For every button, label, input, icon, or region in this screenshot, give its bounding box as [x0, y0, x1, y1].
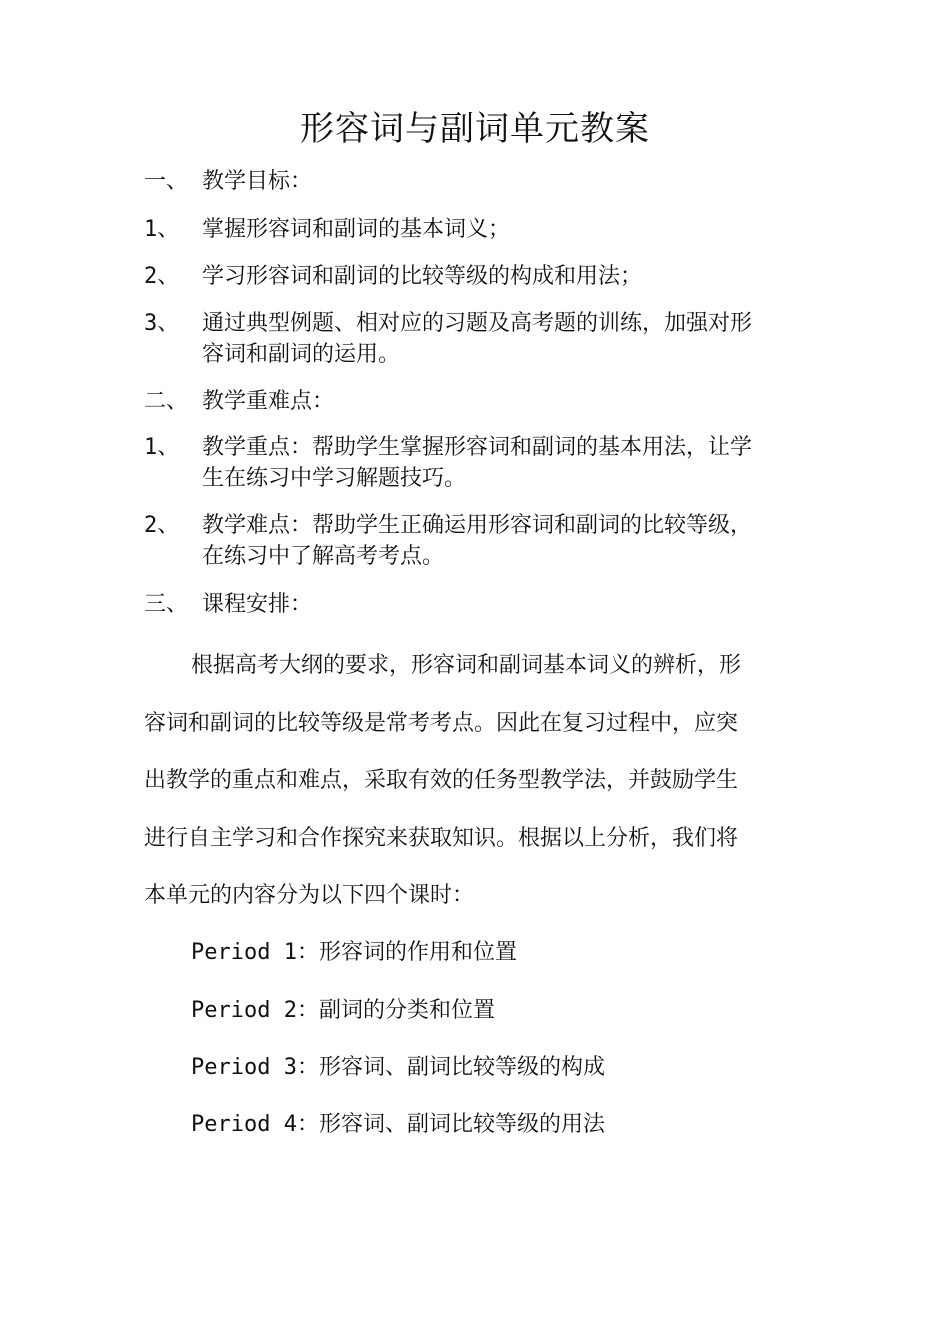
paragraph-line: 进行自主学习和合作探究来获取知识。根据以上分析，我们将	[144, 826, 739, 851]
item-number: 1、	[144, 217, 180, 242]
page-title: 形容词与副词单元教案	[300, 109, 650, 149]
paragraph-line: 容词和副词的比较等级是常考考点。因此在复习过程中，应突	[144, 711, 739, 736]
item-number: 2、	[144, 513, 180, 538]
item-text: 通过典型例题、相对应的习题及高考题的训练，加强对形	[202, 311, 753, 336]
section-number: 三、	[144, 592, 189, 617]
paragraph-line: 出教学的重点和难点，采取有效的任务型教学法，并鼓励学生	[144, 768, 739, 793]
paragraph-line: 根据高考大纲的要求，形容词和副词基本词义的辨析，形	[191, 653, 742, 678]
item-text: 教学难点：帮助学生正确运用形容词和副词的比较等级，	[202, 513, 753, 538]
section-heading: 课程安排：	[202, 592, 313, 617]
item-text: 容词和副词的运用。	[202, 342, 401, 367]
period-item: Period 1：形容词的作用和位置	[191, 940, 517, 965]
item-text: 掌握形容词和副词的基本词义；	[202, 217, 511, 242]
item-number: 1、	[144, 435, 180, 460]
item-text: 在练习中了解高考考点。	[202, 544, 445, 569]
section-heading: 教学重难点：	[202, 389, 335, 414]
item-text: 教学重点：帮助学生掌握形容词和副词的基本用法，让学	[202, 435, 753, 460]
item-number: 3、	[144, 311, 180, 336]
item-text: 生在练习中学习解题技巧。	[202, 466, 467, 491]
paragraph-line: 本单元的内容分为以下四个课时：	[144, 883, 475, 908]
period-item: Period 3：形容词、副词比较等级的构成	[191, 1055, 605, 1080]
section-number: 一、	[144, 169, 189, 194]
item-text: 学习形容词和副词的比较等级的构成和用法；	[202, 264, 643, 289]
section-number: 二、	[144, 389, 189, 414]
period-item: Period 2：副词的分类和位置	[191, 998, 495, 1023]
section-heading: 教学目标：	[202, 169, 313, 194]
item-number: 2、	[144, 264, 180, 289]
period-item: Period 4：形容词、副词比较等级的用法	[191, 1112, 605, 1137]
